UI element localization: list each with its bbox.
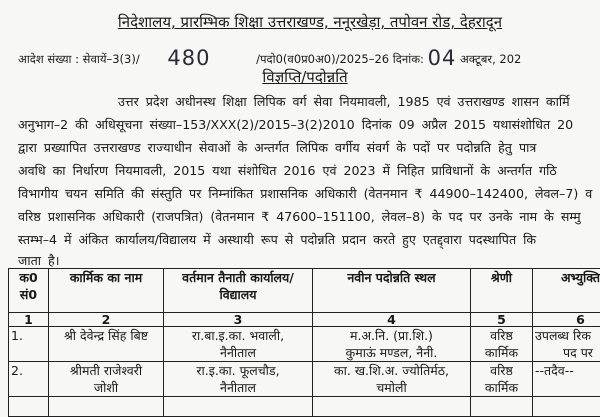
new-posting-cell <box>313 327 471 362</box>
paragraph-line: अवधि का निर्धारण नियमावली, 2015 यथा संशोधित 2016 एवं 2023 में निहित प्राविधानों के अन्तर्गत गठि <box>18 162 557 179</box>
column-number: 6 <box>533 313 600 327</box>
office-header: निदेशालय, प्रारम्भिक शिक्षा उत्तराखण्ड, ननूरखेड़ा, तपोवन रोड, देहरादून <box>0 12 600 32</box>
cell-line: म.अ.नि. (प्रा.शि.) <box>315 327 468 344</box>
paragraph-line: स्तम्भ–4 में अंकित कार्यालय/विद्यालय में अस्थायी रूप से पदोन्नति प्रदान करते हुए एतद्द्वारा पदस्थापित कि <box>18 231 536 248</box>
cell-line: कार्मिक <box>473 344 530 361</box>
cell-line: वरिष्ठ <box>473 327 530 344</box>
column-number: 5 <box>471 313 533 327</box>
column-number: 2 <box>49 313 164 327</box>
grade-cell <box>471 327 533 362</box>
column-number: 1 <box>9 313 49 327</box>
paragraph-line: विभागीय चयन समिति की संस्तुति पर निम्नांकित प्रशासनिक अधिकारी (वेतनमान ₹ 44900–142400, लेवल–7) व <box>18 185 592 202</box>
cell-line: का. ख.शि.अ. ज्योतिर्मठ, <box>315 362 468 379</box>
paragraph-line: द्वारा प्रख्यापित उत्तराखण्ड राज्याधीन सेवाओं के अन्तर्गत लिपिक वर्गीय संवर्ग के पदों पर पदोन्नति हेतु पात्र <box>18 139 536 156</box>
cell-line: नैनीताल <box>166 379 310 396</box>
grade-cell <box>471 362 533 397</box>
cell-line: चमोली <box>315 379 468 396</box>
column-number-row <box>9 313 600 327</box>
remarks-cell <box>533 327 600 362</box>
header-current-posting: वर्तमान तैनाती कार्यालय/ विद्यालय <box>164 269 313 313</box>
order-prefix: आदेश संख्या : सेवायें–3(3)/ <box>18 52 140 66</box>
table-header-row <box>9 269 600 313</box>
cell-line: रा.बा.इ.का. भवाली, <box>166 327 310 344</box>
header-serial: क0 सं0 <box>9 269 49 313</box>
cell-line: कार्मिक <box>473 379 530 396</box>
handwritten-day: 04 <box>428 46 457 70</box>
paragraph-line: जाता है। <box>18 252 60 269</box>
order-middle: /पदो0(व0प्र0अ0)/2025–26 दिनांक: <box>256 52 424 66</box>
paragraph-line: अनुभाग–2 की अधिसूचना संख्या–153/XXX(2)/2015–3(2)2010 दिनांक 09 अप्रैल 2015 यथासंशोधित 20 <box>18 116 573 133</box>
paragraph-line: उत्तर प्रदेश अधीनस्थ शिक्षा लिपिक वर्ग सेवा नियमावली, 1985 एवं उत्तराखण्ड शासन कार्मि <box>118 93 570 110</box>
table-row <box>9 327 600 362</box>
cell-line: श्रीमती राजेश्वरी <box>51 362 161 379</box>
handwritten-order-number: 480 <box>167 46 210 70</box>
paragraph-line: वरिष्ठ प्रशासनिक अधिकारी (राजपत्रित) (वेतनमान ₹ 47600–151100, लेवल–8) के पद पर उनके नाम के सम्मु <box>18 208 581 225</box>
new-posting-cell <box>313 362 471 397</box>
cell-line: वरिष्ठ <box>473 362 530 379</box>
name-cell: श्री देवेन्द्र सिंह बिष्ट <box>49 327 164 362</box>
cell-line: पद पर <box>535 344 600 361</box>
table-row <box>9 362 600 397</box>
remarks-cell: --तदैव-- <box>533 362 600 397</box>
cell-line: कुमाऊं मण्डल, नैनी. <box>315 344 468 361</box>
current-posting-cell <box>164 362 313 397</box>
promotion-table <box>8 268 600 417</box>
column-number: 4 <box>313 313 471 327</box>
header-name: कार्मिक का नाम <box>49 269 164 313</box>
cell-line: उपलब्ध रिक <box>535 327 600 344</box>
order-number-line <box>18 44 521 68</box>
order-suffix: अक्टूबर, 202 <box>460 52 521 66</box>
column-number: 3 <box>164 313 313 327</box>
cell-line: रा.इ.का. फूलचौड, <box>166 362 310 379</box>
cell-line: जोशी <box>51 379 161 396</box>
cell-line: नैनीताल <box>166 344 310 361</box>
header-remarks: अभ्युक्ति <box>533 269 600 313</box>
current-posting-cell <box>164 327 313 362</box>
header-new-posting: नवीन पदोन्नति स्थल <box>313 269 471 313</box>
header-grade: श्रेणी <box>471 269 533 313</box>
notice-title: विज्ञप्ति/पदोन्नति <box>0 67 600 87</box>
serial-cell: 2. <box>9 362 49 397</box>
serial-cell: 1. <box>9 327 49 362</box>
name-cell <box>49 362 164 397</box>
